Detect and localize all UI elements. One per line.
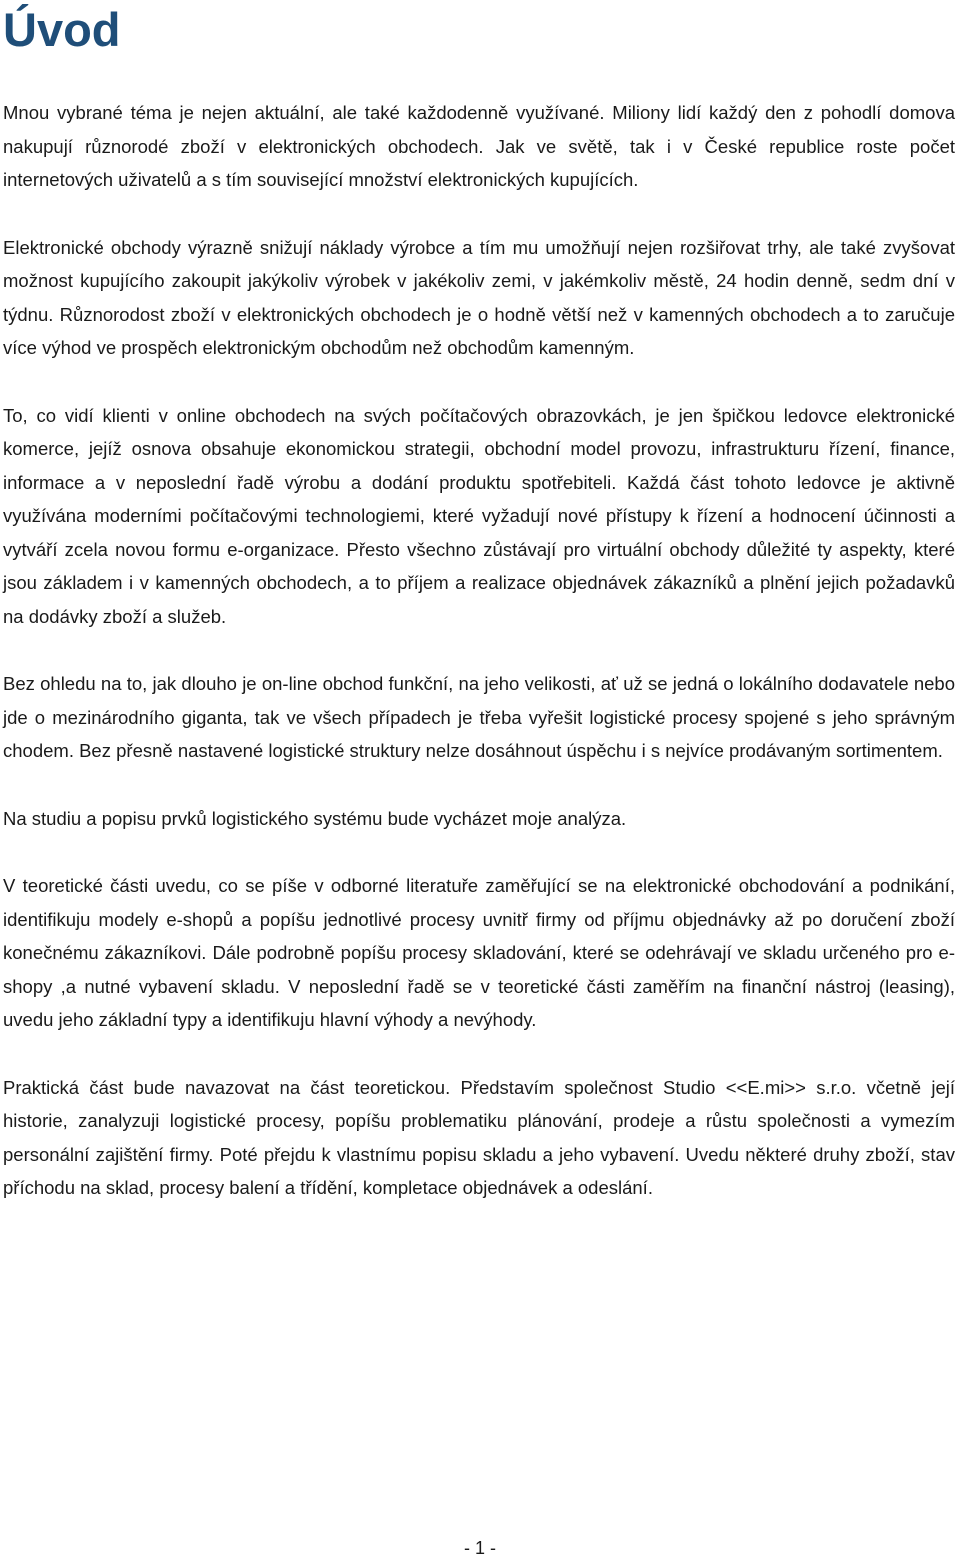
paragraph-analysis: Na studiu a popisu prvků logistického systému bude vycházet moje analýza. [3, 807, 627, 829]
paragraph-theoretical-part: V teoretické části uvedu, co se píše v odborné literatuře zaměřující se na elektronické obchodování a podnikání, identifikuju modely e-shopů a popíšu jednotlivé procesy uvnitř firmy od příjmu objednávky až po doručení zboží konečnému zákazníkovi. Dále podrobně popíšu procesy skladování, které se odehrávají ve skladu určeného pro e-shopy ,a nutné vybavení skladu. V neposlední řadě se v teoretické části zaměřím na finanční nástroj (leasing), uvedu jeho základní typy a identifikuju hlavní výhody a nevýhody. [3, 875, 955, 1030]
paragraph-iceberg: To, co vidí klienti v online obchodech na svých počítačových obrazovkách, je jen špičkou ledovce elektronické komerce, jejíž osnova obsahuje ekonomickou strategii, obchodní model provozu, infrastrukturu řízení, finance, informace a v neposlední řadě výrobu a dodání produktu spotřebiteli. Každá část tohoto ledovce je aktivně využívána moderními počítačovými technologiemi, které vyžadují nové přístupy k řízení a hodnocení účinnosti a vytváří zcela novou formu e-organizace. Přesto všechno zůstávají pro virtuální obchody důležité ty aspekty, které jsou základem i v kamenných obchodech, a to příjem a realizace objednávek zákazníků a plnění jejich požadavků na dodávky zboží a služeb. [3, 404, 955, 627]
paragraph-logistics: Bez ohledu na to, jak dlouho je on-line obchod funkční, na jeho velikosti, ať už se jedná o lokálního dodavatele nebo jde o mezinárodního giganta, tak ve všech případech je třeba vyřešit logistické procesy spojené s jeho správným chodem. Bez přesně nastavené logistické struktury nelze dosáhnout úspěchu i s nejvíce prodávaným sortimentem. [3, 673, 955, 761]
paragraph-practical-part: Praktická část bude navazovat na část teoretickou. Představím společnost Studio <<E.mi>> s.r.o. včetně její historie, zanalyzuji logistické procesy, popíšu problematiku plánování, prodeje a růstu společnosti a vymezím personální zajištění firmy. Poté přejdu k vlastnímu popisu skladu a jeho vybavení. Uvedu některé druhy zboží, stav příchodu na sklad, procesy balení a třídění, kompletace objednávek a odeslání. [3, 1076, 955, 1198]
document-body [3, 96, 955, 1239]
page-title: Úvod [3, 3, 121, 56]
paragraph-intro: Mnou vybrané téma je nejen aktuální, ale také každodenně využívané. Miliony lidí každý den z pohodlí domova nakupují různorodé zboží v elektronických obchodech. Jak ve světě, tak i v České republice roste počet internetových uživatelů a s tím související množství elektronických kupujících. [3, 102, 955, 190]
paragraph-e-shops-costs: Elektronické obchody výrazně snižují náklady výrobce a tím mu umožňují nejen rozšiřovat trhy, ale také zvyšovat možnost kupujícího zakoupit jakýkoliv výrobek v jakékoliv zemi, v jakémkoliv městě, 24 hodin denně, sedm dní v týdnu. Různorodost zboží v elektronických obchodech je o hodně větší než v kamenných obchodech a to zaručuje více výhod ve prospěch elektronickým obchodům než obchodům kamenným. [3, 236, 955, 358]
page-number: - 1 - [463, 1538, 496, 1558]
